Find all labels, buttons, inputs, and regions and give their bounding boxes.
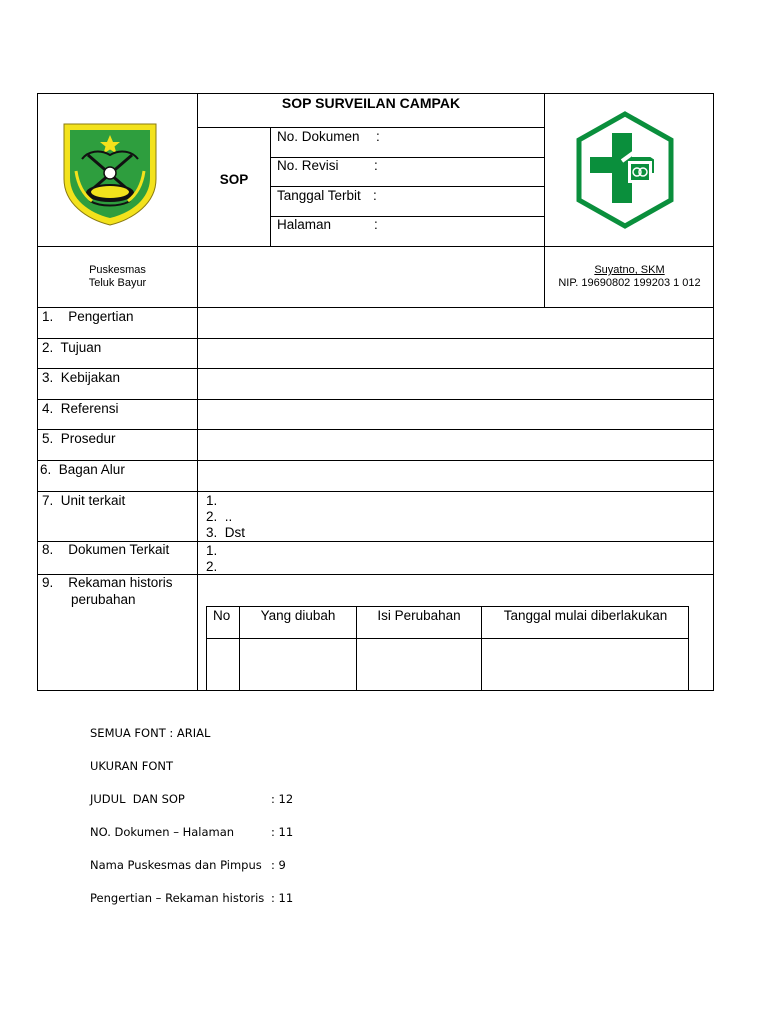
dokumen-terkait-line: 2. bbox=[206, 559, 218, 574]
section-dokumen-terkait: 8. Dokumen Terkait bbox=[42, 542, 170, 557]
field-sep: : bbox=[373, 188, 377, 203]
note-line: NO. Dokumen – Halaman bbox=[90, 825, 235, 839]
note-line: SEMUA FONT : ARIAL bbox=[90, 726, 211, 740]
dokumen-terkait-line: 1. bbox=[206, 543, 218, 558]
header-bottom-line bbox=[37, 246, 714, 247]
history-header-yang-diubah: Yang diubah bbox=[260, 608, 336, 623]
section-tujuan: 2. Tujuan bbox=[42, 340, 102, 355]
section-unit-terkait: 7. Unit terkait bbox=[42, 493, 126, 508]
note-line: UKURAN FONT bbox=[90, 759, 174, 773]
info-bottom-line bbox=[37, 307, 714, 308]
section-pengertian: 1. Pengertian bbox=[42, 309, 134, 324]
field-label-tanggal-terbit: Tanggal Terbit bbox=[277, 188, 361, 203]
row-line bbox=[37, 491, 714, 492]
section-kebijakan: 3. Kebijakan bbox=[42, 370, 121, 385]
field-label-no-revisi: No. Revisi bbox=[277, 158, 339, 173]
field-label-no-dokumen: No. Dokumen bbox=[277, 129, 360, 144]
section-rekaman-historis: 9. Rekaman historis bbox=[42, 575, 173, 590]
note-value: : 9 bbox=[271, 858, 286, 872]
history-table-header-line bbox=[206, 638, 689, 639]
section-bagan-alur: 6. Bagan Alur bbox=[40, 462, 125, 477]
document-title: SOP SURVEILAN CAMPAK bbox=[281, 95, 461, 111]
row-line bbox=[37, 399, 714, 400]
note-value: : 11 bbox=[271, 825, 294, 839]
note-value: : 12 bbox=[271, 792, 294, 806]
field-label-halaman: Halaman bbox=[277, 217, 332, 232]
history-header-isi-perubahan: Isi Perubahan bbox=[377, 608, 461, 623]
section-referensi: 4. Referensi bbox=[42, 401, 119, 416]
row-line bbox=[37, 460, 714, 461]
puskesmas-name-line1: Puskesmas bbox=[89, 264, 146, 276]
signer-nip: NIP. 19690802 199203 1 012 bbox=[558, 277, 701, 289]
row-line bbox=[37, 338, 714, 339]
field-sep: : bbox=[374, 217, 378, 232]
note-line: JUDUL DAN SOP bbox=[90, 792, 185, 806]
unit-terkait-line: 3. Dst bbox=[206, 525, 246, 540]
field-sep: : bbox=[374, 158, 378, 173]
row-line bbox=[37, 429, 714, 430]
history-header-no: No bbox=[213, 608, 231, 623]
puskesmas-logo-icon bbox=[574, 111, 676, 229]
signer-name: Suyatno, SKM bbox=[594, 264, 665, 276]
sop-label: SOP bbox=[219, 172, 249, 187]
row-line bbox=[37, 368, 714, 369]
title-divider bbox=[197, 127, 545, 128]
field-sep: : bbox=[376, 129, 380, 144]
section-prosedur: 5. Prosedur bbox=[42, 431, 116, 446]
sop-label-divider bbox=[270, 127, 271, 247]
district-emblem-icon bbox=[60, 121, 160, 227]
note-value: : 11 bbox=[271, 891, 294, 905]
unit-terkait-line: 1. bbox=[206, 493, 218, 508]
note-line: Nama Puskesmas dan Pimpus bbox=[90, 858, 262, 872]
note-line: Pengertian – Rekaman historis bbox=[90, 891, 265, 905]
history-header-tanggal: Tanggal mulai diberlakukan bbox=[503, 608, 668, 623]
section-rekaman-historis-line2: perubahan bbox=[71, 592, 136, 607]
puskesmas-name-line2: Teluk Bayur bbox=[88, 277, 147, 289]
unit-terkait-line: 2. .. bbox=[206, 509, 233, 524]
field-divider-2 bbox=[270, 186, 545, 187]
